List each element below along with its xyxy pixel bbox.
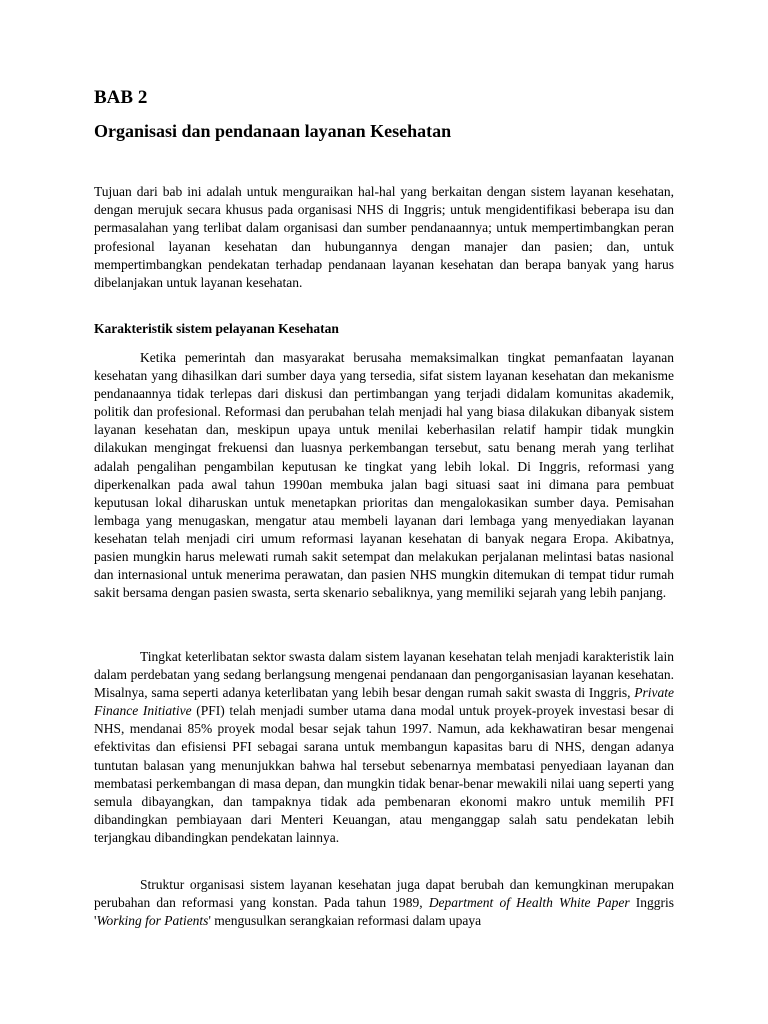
paragraph-text: Tingkat keterlibatan sektor swasta dalam sistem layanan kesehatan telah menjadi karakteristik lain dalam perdebatan yang sedang berlangsung mengenai pendanaan dan pengorganisasian layanan kesehatan. Misalnya, sama seperti adanya keterlibatan yang lebih besar dengan rumah sakit swasta di Inggris, [94, 649, 674, 701]
body-paragraph-1: Ketika pemerintah dan masyarakat berusaha memaksimalkan tingkat pemanfaatan layanan kesehatan yang dihasilkan dari sumber daya yang tersedia, sifat sistem layanan kesehatan dan mekanisme pendanaannya tidak terlepas dari diskusi dan pertimbangan yang terjadi didalam komunitas akademik, politik dan profesional. Reformasi dan perubahan telah menjadi hal yang biasa dilakukan dibanyak sistem layanan kesehatan dan, meskipun upaya untuk menilai keberhasilan relatif hampir tidak mungkin dilakukan mengingat frekuensi dan luasnya perkembangan tersebut, satu benang merah yang terlihat adalah pengalihan pengambilan keputusan ke tingkat yang lebih lokal. Di Inggris, reformasi yang diperkenalkan pada awal tahun 1990an membuka jalan bagi situasi saat ini dimana para pembuat keputusan lokal diharuskan untuk menetapkan prioritas dan mengalokasikan sumber daya. Pemisahan lembaga yang menugaskan, mengatur atau membeli layanan dari lembaga yang menyediakan layanan kesehatan telah menjadi ciri umum reformasi layanan kesehatan di banyak negara Eropa. Akibatnya, pasien mungkin harus melewati rumah sakit setempat dan melakukan perjalanan melintasi batas nasional dan internasional untuk menerima perawatan, dan pasien NHS mungkin ditemukan di tempat tidur rumah sakit bersama dengan pasien swasta, serta skenario sebaliknya, yang memiliki sejarah yang lebih panjang. [94, 350, 674, 601]
paragraph-text: (PFI) telah menjadi sumber utama dana modal untuk proyek-proyek investasi besar di NHS, mendanai 85% proyek modal besar sejak tahun 1997. Namun, ada kekhawatiran besar mengenai efektivitas dan efisiensi PFI sebagai sarana untuk membangun kapasitas baru di NHS, dengan adanya tuntutan balasan yang menunjukkan bahwa hal tersebut sebenarnya membatasi penyediaan layanan dan membatasi perkembangan di masa depan, dan mungkin tidak benar-benar mewakili nilai uang seperti yang semula dibayangkan, dan tampaknya tidak ada pembenaran ekonomi makro untuk memilih PFI dibandingkan pembiayaan dari Menteri Keuangan, atau menganggap salah satu pendekatan lebih terjangkau dibandingkan pendekatan lainnya. [94, 703, 674, 845]
paragraph-text: Inggris ' [94, 895, 674, 929]
chapter-heading: BAB 2 [94, 87, 148, 108]
paragraph-text: Struktur organisasi sistem layanan kesehatan juga dapat berubah dan kemungkinan merupakan perubahan dan reformasi yang konstan. Pada tahun 1989, [94, 877, 674, 911]
section-subheading: Karakteristik sistem pelayanan Kesehatan [94, 321, 339, 336]
body-paragraph-3 [94, 876, 674, 930]
italic-term: Department of Health White Paper [428, 895, 630, 911]
chapter-title: Organisasi dan pendanaan layanan Kesehatan [94, 121, 452, 141]
intro-paragraph: Tujuan dari bab ini adalah untuk menguraikan hal-hal yang berkaitan dengan sistem layanan kesehatan, dengan merujuk secara khusus pada organisasi NHS di Inggris; untuk mengidentifikasi beberapa isu dan permasalahan yang terlibat dalam organisasi dan sumber pendanaannya; untuk mempertimbangkan peran profesional layanan kesehatan dan hubungannya dengan manajer dan pasien; dan, untuk mempertimbangkan pendekatan terhadap pendanaan layanan kesehatan dan berapa banyak yang harus dibelanjakan untuk layanan kesehatan. [94, 184, 674, 291]
italic-term: Working for Patients [96, 913, 209, 929]
paragraph-text: ' mengusulkan serangkaian reformasi dalam upaya [208, 913, 482, 929]
italic-term: Private Finance Initiative [94, 685, 674, 719]
body-paragraph-2 [94, 648, 674, 847]
